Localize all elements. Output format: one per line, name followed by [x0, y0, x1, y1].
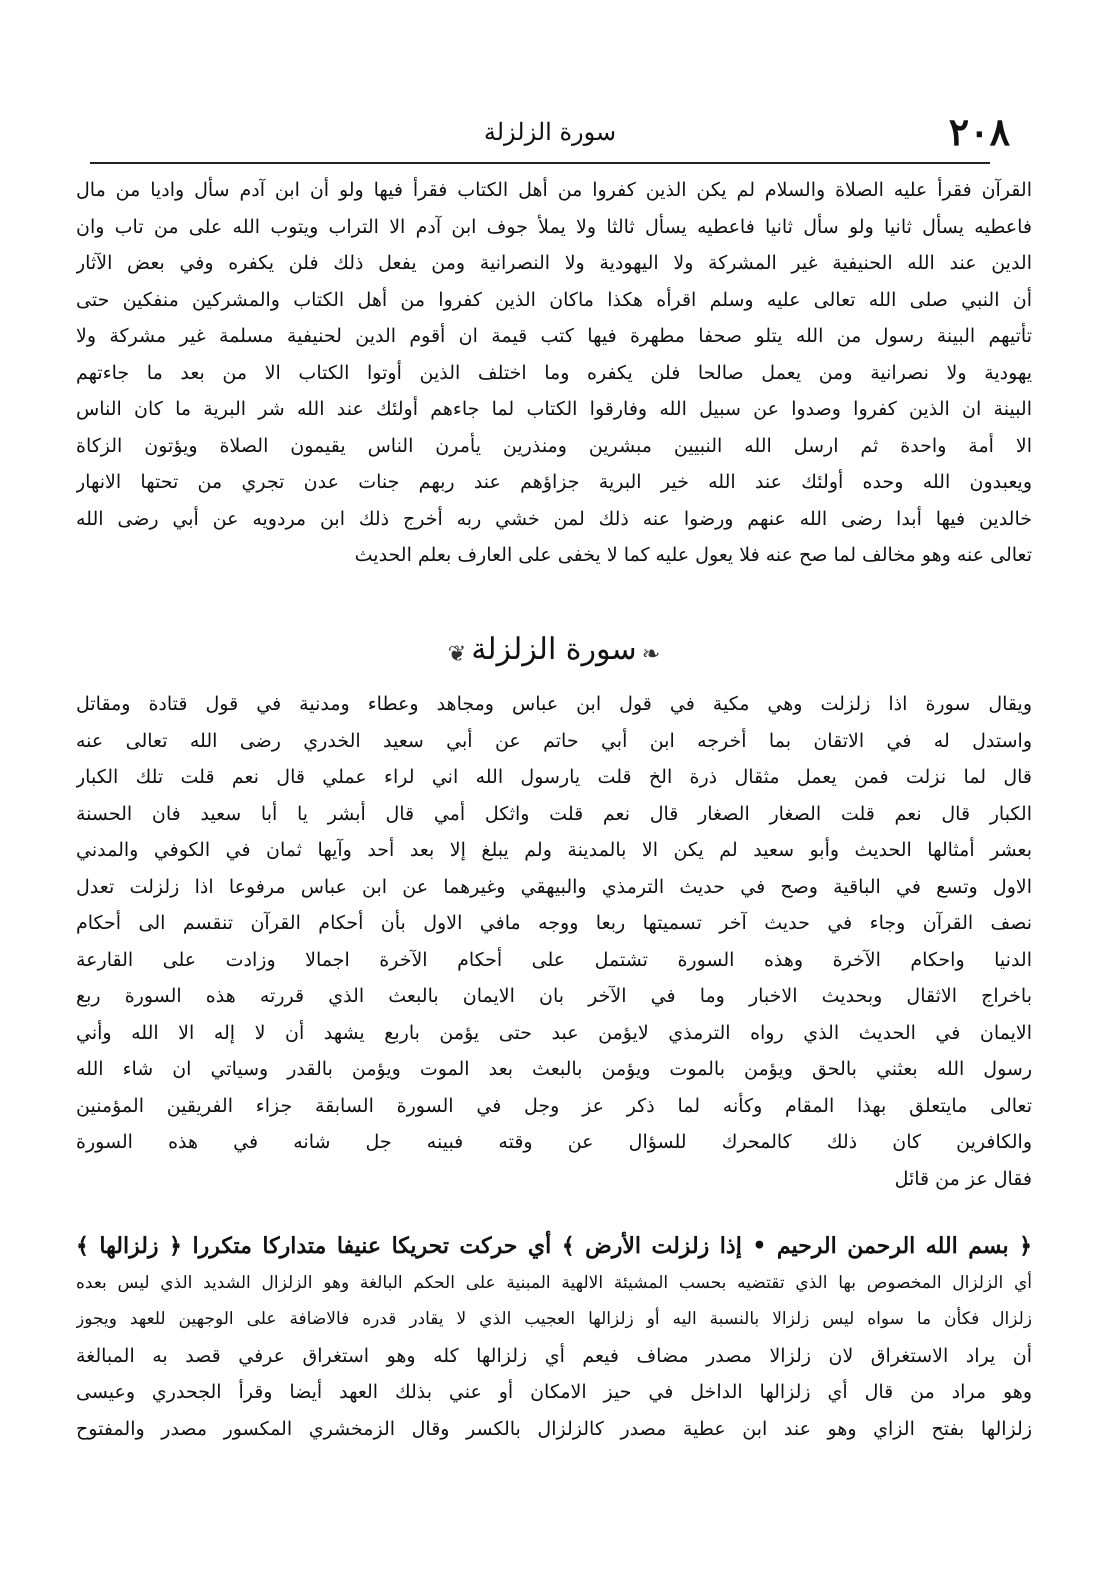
text-line: فاعطيه يسأل ثانيا ولو سأل ثانيا فاعطيه يسأل ثالثا ولا يملأ جوف ابن آدم الا التراب ويتوب الله على من تاب وان — [76, 215, 1032, 238]
text-line: الا أمة واحدة ثم ارسل الله النبيين مبشرين ومنذرين يأمرن الناس يقيمون الصلاة ويؤتون الزكاة — [76, 434, 1032, 457]
text-line: أن النبي صلى الله تعالى عليه وسلم اقرأه هكذا ماكان الذين كفروا من أهل الكتاب والمشركين منفكين حتى — [76, 288, 1032, 311]
text-line: الدنيا واحكام الآخرة وهذه السورة تشتمل على أحكام الآخرة اجمالا وزادت على القارعة — [76, 948, 1032, 971]
text-line: قال لما نزلت فمن يعمل مثقال ذرة الخ قلت يارسول الله اني لراء عملي قال نعم قلت تلك الكبار — [76, 766, 1032, 788]
text-line: ويقال سورة اذا زلزلت وهي مكية في قول ابن عباس ومجاهد وعطاء ومدنية في قول قتادة ومقاتل — [76, 693, 1032, 715]
body-text-section-1 — [76, 172, 1032, 574]
text-line: الكبار قال نعم قلت الصغار الصغار قال نعم قلت واثكل أمي قال أبشر يا أبا سعيد فان الحسنة — [76, 802, 1032, 825]
text-line: بعشر أمثالها الحديث وأبو سعيد لم يكن الا بالمدينة ولم يبلغ إلا بعد أحد وآيها ثمان في الكوفي والمدني — [76, 839, 1032, 861]
text-line: واستدل له في الاتقان بما أخرجه ابن أبي حاتم عن أبي سعيد الخدري رضى الله تعالى عنه — [76, 729, 1032, 752]
page-header — [90, 108, 1010, 156]
body-text-section-3 — [76, 1228, 1032, 1447]
page-number: ٢٠٨ — [948, 109, 1010, 154]
surah-title: سورة الزلزلة — [471, 632, 637, 667]
text-line: أي الزلزال المخصوص بها الذي تقتضيه بحسب المشيئة الالهية المبنية على الحكم البالغة وهو الزلزال الشديد الذي ليس بعده — [76, 1272, 1032, 1293]
text-line: زلزالها بفتح الزاي وهو عند ابن عطية مصدر كالزلزال بالكسر وقال الزمخشري المكسور مصدر والمفتوح — [76, 1417, 1032, 1440]
text-line: أن يراد الاستغراق لان زلزالا مصدر مضاف فيعم أي زلزالها كله وهو استغراق عرفي قصد به المبالغة — [76, 1344, 1032, 1367]
surah-heading — [76, 620, 1032, 680]
verse-line: ﴿ بسم الله الرحمن الرحيم • إذا زلزلت الأرض ﴾ أي حركت تحريكا عنيفا متداركا متكررا ﴿ زلزالها ﴾ — [76, 1233, 1032, 1259]
ornament-left-icon: ❦ — [447, 642, 467, 667]
ornament-right-icon: ❧ — [641, 642, 661, 667]
text-line: خالدين فيها أبدا رضى الله عنهم ورضوا عنه ذلك لمن خشي ربه أخرج ذلك ابن مردويه عن أبي رضى الله — [76, 507, 1032, 530]
text-line: البينة ان الذين كفروا وصدوا عن سبيل الله وفارقوا الكتاب لما جاءهم أولئك عند الله شر البرية ما كان الناس — [76, 398, 1032, 420]
body-text-section-2 — [76, 686, 1032, 1197]
text-line: تعالى عنه وهو مخالف لما صح عنه فلا يعول عليه كما لا يخفى على العارف بعلم الحديث — [354, 544, 1032, 566]
text-line: الايمان في الحديث الذي رواه الترمذي لايؤمن عبد حتى يؤمن باربع يشهد أن لا إله الا الله وأني — [76, 1021, 1032, 1044]
text-line: نصف القرآن وجاء في حديث آخر تسميتها ربعا ووجه مافي الاول بأن أحكام القرآن تنقسم الى أحكام — [76, 912, 1032, 934]
text-line: وهو مراد من قال أي زلزالها الداخل في حيز الامكان أو عني بذلك العهد أيضا وقرأ الجحدري وعيسى — [76, 1381, 1032, 1403]
header-divider — [90, 162, 990, 164]
text-line: القرآن فقرأ عليه الصلاة والسلام لم يكن الذين كفروا من أهل الكتاب فقرأ فيها ولو أن ابن آدم سأل واديا من مال — [76, 179, 1032, 201]
text-line: رسول الله بعثني بالحق ويؤمن بالموت ويؤمن بالبعث بعد الموت ويؤمن بالقدر وسياتي ان شاء الله — [76, 1058, 1032, 1080]
text-line: تأتيهم البينة رسول من الله يتلو صحفا مطهرة فيها كتب قيمة ان أقوم الدين لحنيفية مسلمة غير مشركة ولا — [76, 325, 1032, 347]
text-line: ويعبدون الله وحده أولئك عند الله خير البرية جزاؤهم عند ربهم جنات عدن تجري من تحتها الانهار — [76, 471, 1032, 493]
text-line: الدين عند الله الحنيفية غير المشركة ولا اليهودية ولا النصرانية ومن يفعل ذلك فلن يكفره وفي بعض الآثار — [76, 252, 1032, 274]
text-line: فقال عز من قائل — [894, 1167, 1032, 1190]
running-title: سورة الزلزلة — [483, 118, 617, 146]
text-line: يهودية ولا نصرانية ومن يعمل صالحا فلن يكفره وما اختلف الذين أوتوا الكتاب الا من بعد ما جاءتهم — [76, 361, 1032, 384]
text-line: الاول وتسع في الباقية وصح في حديث الترمذي والبيهقي وغيرهما عن ابن عباس مرفوعا اذا زلزلت تعدل — [76, 875, 1032, 898]
text-line: تعالى مايتعلق بهذا المقام وكأنه لما ذكر عز وجل في السورة السابقة جزاء الفريقين المؤمنين — [76, 1094, 1032, 1117]
text-line: والكافرين كان ذلك كالمحرك للسؤال عن وقته فبينه جل شانه في هذه السورة — [76, 1131, 1032, 1153]
text-line: باخراج الاثقال وبحديث الاخبار وما في الآخر بان الايمان بالبعث الذي قررته هذه السورة ربع — [76, 985, 1032, 1007]
text-line: زلزال فكأن ما سواه ليس زلزالا بالنسبة اليه أو زلزالها العجيب الذي لا يقادر قدره فالاضافة على الوجهين للعهد ويجوز — [76, 1309, 1032, 1329]
